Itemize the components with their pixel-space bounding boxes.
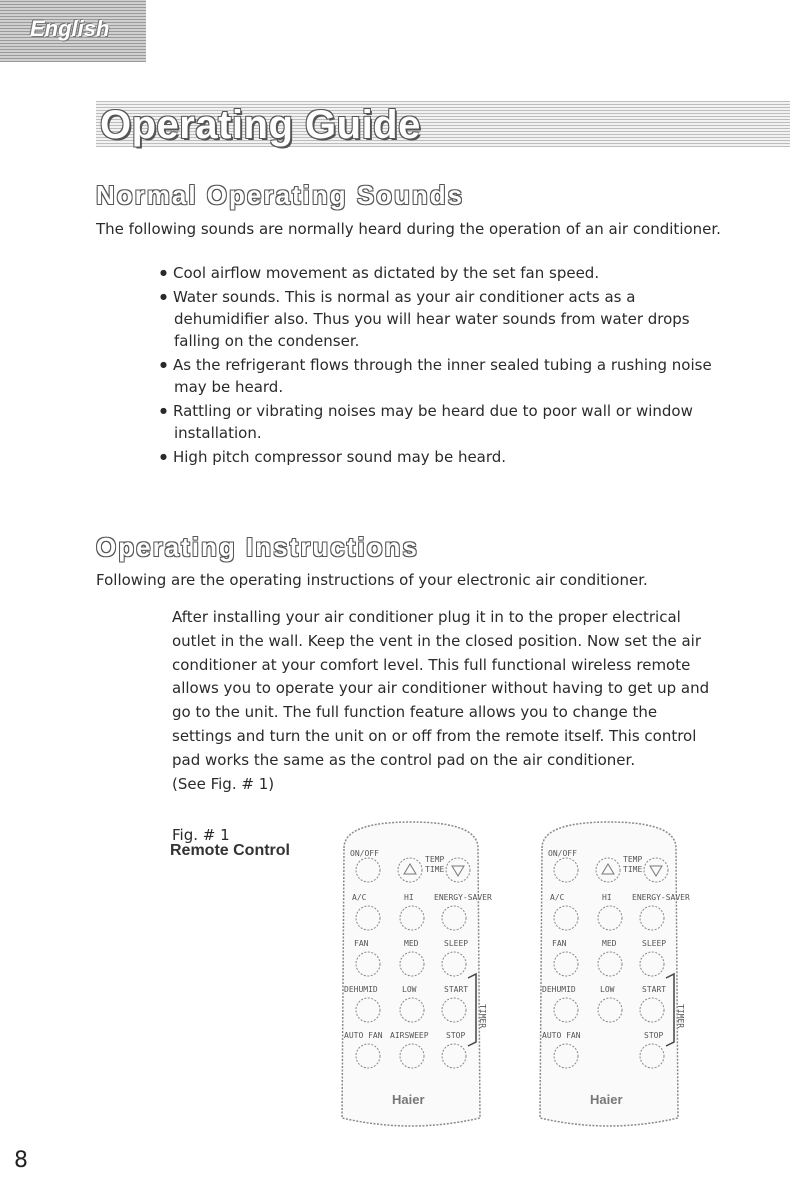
instructions-intro: Following are the operating instructions of your electronic air conditioner. (96, 571, 648, 589)
page-title-bar (96, 101, 790, 147)
see-figure-note: (See Fig. # 1) (172, 774, 275, 793)
list-item: ● Cool airflow movement as dictated by the set fan speed. (160, 262, 720, 284)
energy-saver-label: ENERGY-SAVER (632, 893, 690, 902)
med-label: MED (602, 939, 617, 948)
list-item: ● Water sounds. This is normal as your air conditioner acts as a dehumidifier also. Thus you will hear water sounds from water drops falling on the condenser. (160, 286, 720, 352)
fan-label: FAN (354, 939, 369, 948)
stop-label: STOP (644, 1031, 664, 1040)
language-tab (0, 0, 146, 62)
sleep-label: SLEEP (642, 939, 667, 948)
remote-control-right (528, 818, 690, 1134)
sounds-intro: The following sounds are normally heard during the operation of an air conditioner. (96, 220, 721, 238)
temp-label: TEMP (623, 855, 643, 864)
mode-label-ac: A/C (352, 893, 367, 902)
brand-logo: Haier (590, 1092, 623, 1107)
sounds-list (160, 262, 720, 470)
on-off-label: ON/OFF (350, 849, 379, 858)
time-label: TIME (425, 865, 445, 874)
energy-saver-label: ENERGY-SAVER (434, 893, 492, 902)
figure-label: Fig. # 1 (172, 826, 230, 844)
auto-fan-label: AUTO FAN (344, 1031, 383, 1040)
list-item: ● High pitch compressor sound may be heard. (160, 446, 720, 468)
figure-caption: Remote Control (170, 842, 290, 859)
airsweep-label: AIRSWEEP (390, 1031, 429, 1040)
page-title: Operating Guide (100, 103, 421, 147)
speed-label-hi: HI (602, 893, 612, 902)
page-number: 8 (14, 1148, 28, 1173)
med-label: MED (404, 939, 419, 948)
dehumid-label: DEHUMID (542, 985, 576, 994)
list-item: ● As the refrigerant flows through the inner sealed tubing a rushing noise may be heard. (160, 354, 720, 398)
low-label: LOW (402, 985, 417, 994)
start-label: START (444, 985, 469, 994)
temp-label: TEMP (425, 855, 445, 864)
instructions-paragraph: After installing your air conditioner plug it in to the proper electrical outlet in the wall. Keep the vent in the closed position. Now set the air conditioner at your comfort level. This full functional wireless remote allows you to operate your air conditioner without having to get up and go to the unit. The full function feature allows you to change the settings and turn the unit on or off from the remote itself. This control pad works the same as the control pad on the air conditioner. (172, 608, 710, 769)
on-off-label: ON/OFF (548, 849, 577, 858)
remote-control-left (330, 818, 492, 1134)
instructions-heading: Operating Instructions (96, 532, 419, 562)
auto-fan-label: AUTO FAN (542, 1031, 581, 1040)
mode-label-ac: A/C (550, 893, 565, 902)
brand-logo: Haier (392, 1092, 425, 1107)
stop-label: STOP (446, 1031, 466, 1040)
sleep-label: SLEEP (444, 939, 469, 948)
instructions-body (172, 606, 720, 796)
low-label: LOW (600, 985, 615, 994)
time-label: TIME (623, 865, 643, 874)
start-label: START (642, 985, 667, 994)
speed-label-hi: HI (404, 893, 414, 902)
timer-label: TIMER (676, 1004, 685, 1029)
timer-label: TIMER (478, 1004, 487, 1029)
dehumid-label: DEHUMID (344, 985, 378, 994)
sounds-heading: Normal Operating Sounds (96, 180, 465, 210)
list-item: ● Rattling or vibrating noises may be heard due to poor wall or window installation. (160, 400, 720, 444)
fan-label: FAN (552, 939, 567, 948)
language-label: English (30, 16, 110, 41)
